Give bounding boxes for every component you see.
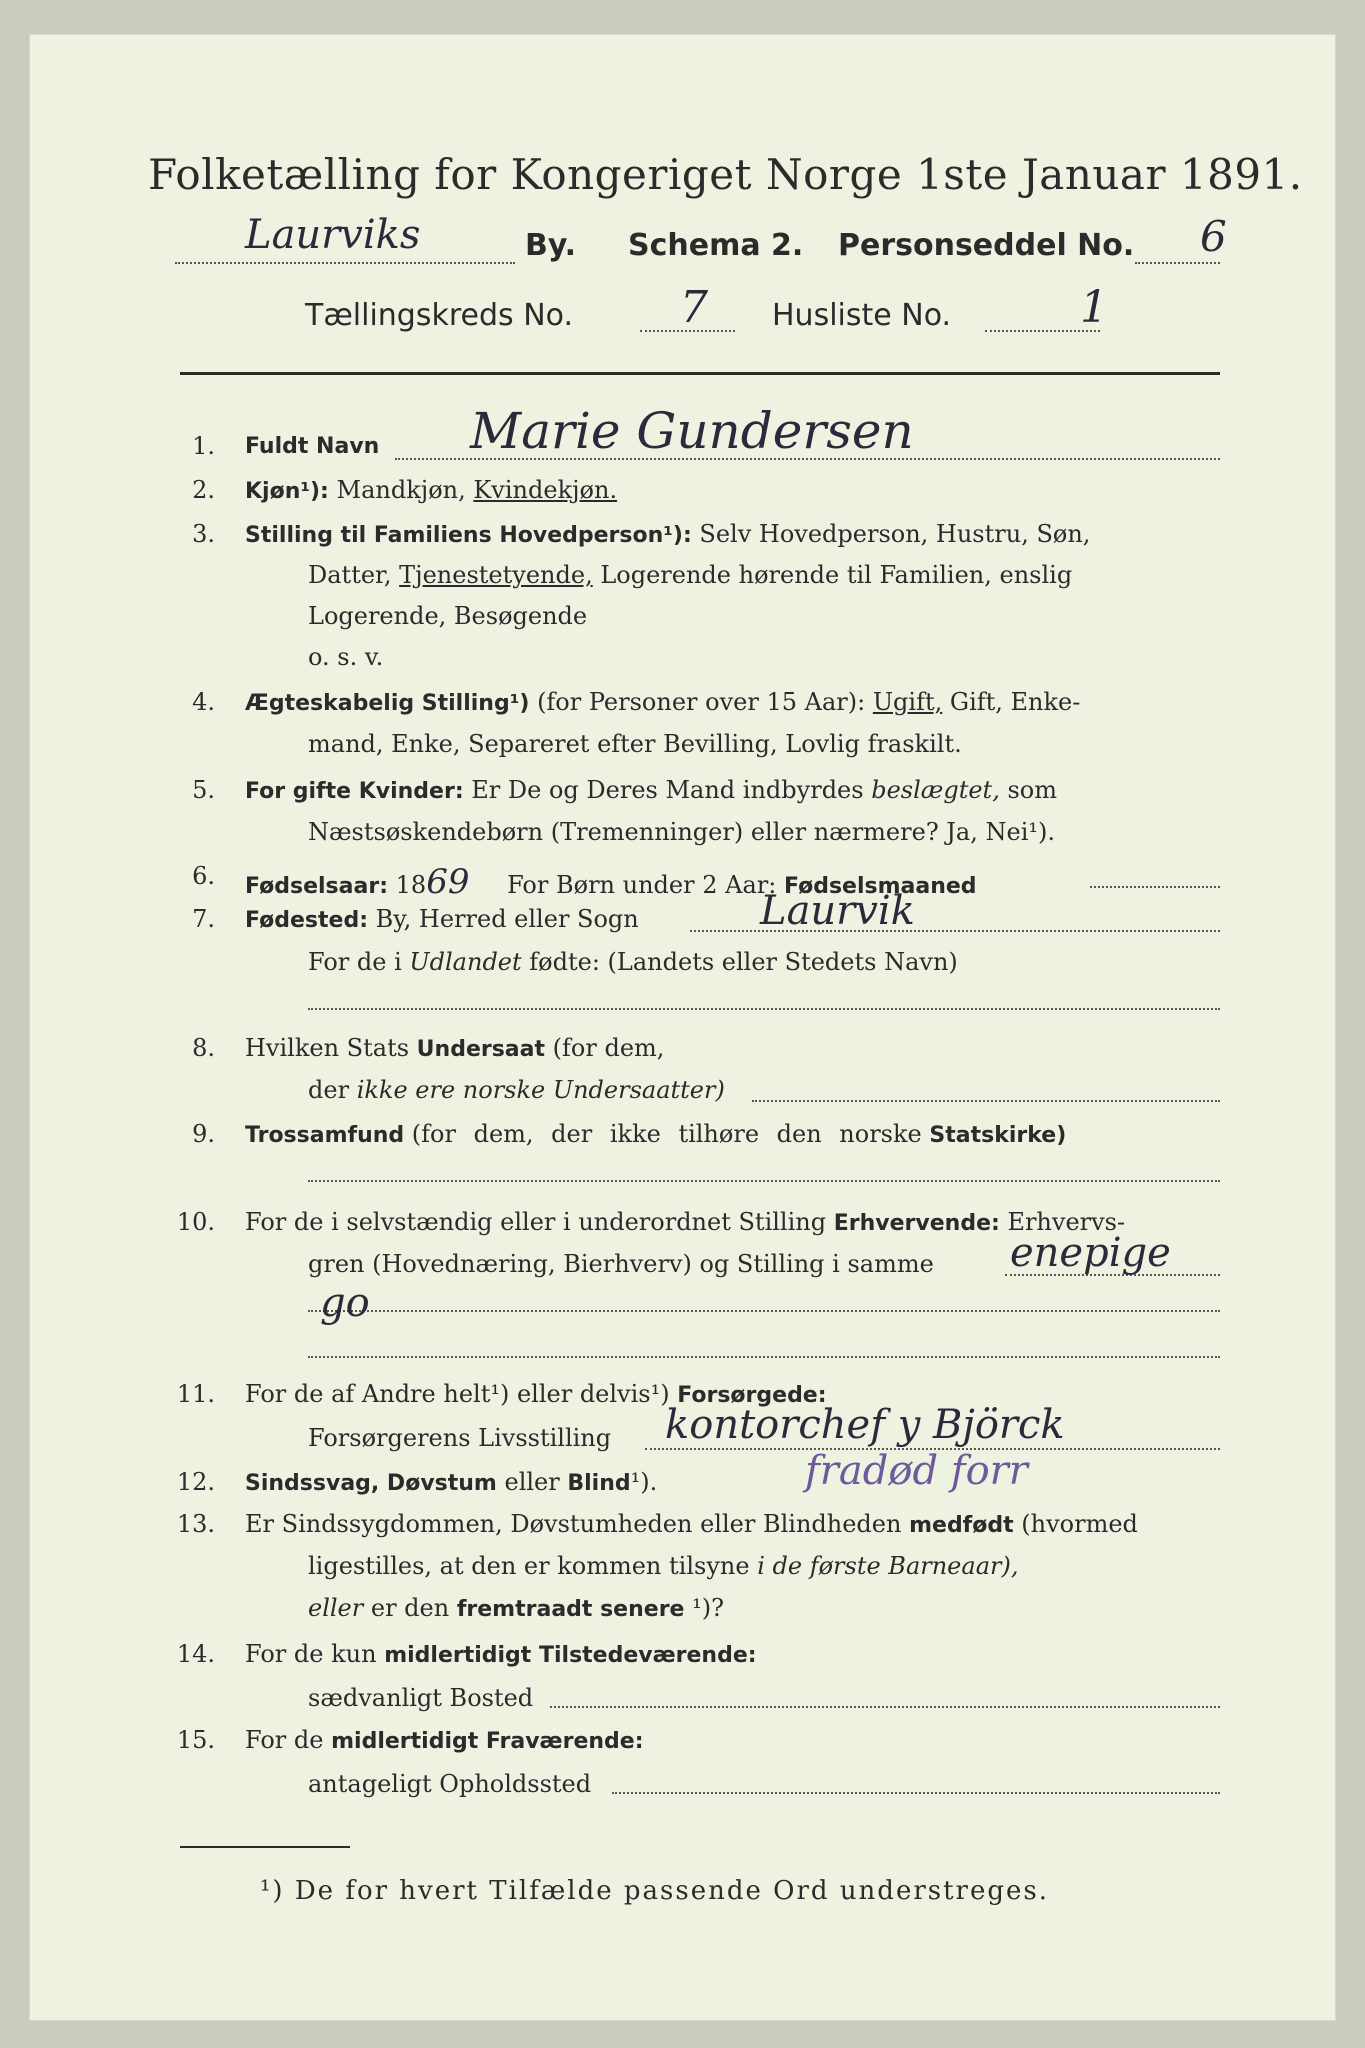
tilstede-text-a: For de kun [245, 1640, 377, 1668]
fodselsmaaned-dotline [1090, 886, 1220, 888]
item-number: 10. [176, 1208, 215, 1236]
trossamfund-dotline [308, 1180, 1220, 1182]
fodselsaar-text: For Børn under 2 Aar: [507, 871, 777, 899]
label-trossamfund: Trossamfund [245, 1123, 405, 1148]
udlandet-dotline [308, 1008, 1220, 1010]
forsorgede-text-a: For de af Andre helt¹) eller delvis¹) [245, 1380, 670, 1408]
label-fravaerende: midlertidigt Fraværende: [331, 1729, 644, 1754]
tilstede-dotline [550, 1706, 1220, 1708]
label-kjon: Kjøn¹): [245, 479, 329, 504]
item-number: 6. [192, 862, 215, 890]
fravaerende-dotline [612, 1792, 1220, 1794]
aegteskab-text-b: mand, Enke, Separeret efter Bevilling, Lovlig fraskilt. [308, 730, 962, 758]
kreds-no: 7 [680, 282, 708, 333]
row-stilling-b [308, 561, 1072, 589]
kjon-text: Mandkjøn, [336, 476, 466, 504]
label-medfodt: medfødt [909, 1513, 1014, 1538]
item-number: 12. [176, 1468, 215, 1496]
erhverv-text-end: Erhvervs- [1007, 1208, 1126, 1236]
item-number: 5. [192, 776, 215, 804]
item-number: 1. [192, 432, 215, 460]
label-tilstede: midlertidigt Tilstedeværende: [384, 1643, 757, 1668]
medfodt-text-a: Er Sindssygdommen, Døvstumheden eller Blindheden [245, 1510, 902, 1538]
erhverv-text-b: gren (Hovednæring, Bierhverv) og Stilling i samme [308, 1250, 934, 1278]
row-undersaat [245, 1034, 664, 1062]
forsorgede-text-b: Forsørgerens Livsstilling [308, 1424, 612, 1452]
row-kjon [245, 476, 617, 504]
label-fodselsaar: Fødselsaar: [245, 874, 388, 899]
row-stilling [245, 520, 1090, 548]
undersaat-pre: Hvilken Stats [245, 1034, 410, 1062]
fravaerende-text-a: For de [245, 1726, 324, 1754]
sindssvag-end: ¹). [630, 1468, 658, 1496]
row-medfodt [245, 1510, 1138, 1538]
udlandet-post: fødte: (Landets eller Stedets Navn) [529, 948, 958, 976]
stilling-text-d: o. s. v. [308, 643, 384, 671]
item-number: 8. [192, 1034, 215, 1062]
item-number: 15. [176, 1726, 215, 1754]
stilling-text-a: Selv Hovedperson, Hustru, Søn, [699, 520, 1091, 548]
medfodt-text-c-italic: eller [308, 1594, 364, 1622]
udlandet-italic: Udlandet [409, 948, 522, 976]
stilling-text-b-post: Logerende hørende til Familien, enslig [600, 561, 1073, 589]
medfodt-text-c-end: ¹)? [692, 1594, 724, 1622]
medfodt-text-b: ligestilles, at den er kommen tilsyne [308, 1552, 750, 1580]
label-forsorgede: Forsørgede: [677, 1383, 827, 1408]
row-aegteskab [245, 688, 1080, 716]
personseddel-label: Personseddel No. [838, 228, 1135, 263]
fodselsaar-prefix: 18 [395, 871, 427, 899]
stilling-text-b-pre: Datter, [308, 561, 392, 589]
city-value: Laurviks [245, 212, 421, 258]
row-trossamfund [245, 1120, 1066, 1148]
udlandet-pre: For de i [308, 948, 402, 976]
item-number: 13. [176, 1510, 215, 1538]
undersaat-post: (for dem, [552, 1034, 665, 1062]
label-fodested: Fødested: [245, 908, 368, 933]
item-number: 9. [192, 1120, 215, 1148]
row-undersaat-b [308, 1076, 725, 1104]
label-fuldt-navn: Fuldt Navn [245, 434, 380, 459]
row-erhverv [245, 1208, 1125, 1236]
label-stilling: Stilling til Familiens Hovedperson¹): [245, 523, 692, 548]
gifte-text-italic: beslægtet, [871, 776, 1000, 804]
stilling-text-c: Logerende, Besøgende [308, 602, 588, 630]
row-fravaerende [245, 1726, 644, 1754]
sindssvag-text: eller [504, 1468, 560, 1496]
forsorgede-value: kontorchef y Björck [665, 1402, 1065, 1448]
row-udlandet [308, 948, 958, 976]
kjon-selected: Kvindekjøn. [473, 476, 618, 504]
label-blind: Blind [567, 1471, 631, 1496]
label-sindssvag: Sindssvag, Døvstum [245, 1471, 497, 1496]
tilstede-text-b: sædvanligt Bosted [308, 1684, 534, 1712]
erhverv-value-2: go [320, 1280, 370, 1326]
footnote-rule [180, 1846, 350, 1848]
medfodt-text-end: (hvormed [1021, 1510, 1138, 1538]
undersaat-b-pre: der [308, 1076, 350, 1104]
name-value: Marie Gundersen [470, 402, 914, 460]
fravaerende-text-b: antageligt Opholdssted [308, 1770, 592, 1798]
label-erhvervende: Erhvervende: [833, 1211, 1000, 1236]
footnote: ¹) De for hvert Tilfælde passende Ord understreges. [260, 1876, 1050, 1906]
item-number: 3. [192, 520, 215, 548]
label-undersaat: Undersaat [416, 1037, 546, 1062]
sindssvag-value: fradød forr [805, 1448, 1028, 1494]
item-number: 2. [192, 476, 215, 504]
form-title: Folketælling for Kongeriget Norge 1ste Januar 1891. [148, 150, 1303, 199]
husliste-no: 1 [1080, 282, 1108, 333]
aegteskab-selected: Ugift, [872, 688, 943, 716]
erhverv-text-a: For de i selvstændig eller i underordnet Stilling [245, 1208, 827, 1236]
item-number: 4. [192, 688, 215, 716]
fodested-text: By, Herred eller Sogn [375, 905, 639, 933]
item-number: 11. [176, 1380, 215, 1408]
label-fremtraadt: fremtraadt senere [456, 1597, 685, 1622]
city-dotline [175, 262, 515, 264]
label-aegteskab: Ægteskabelig Stilling¹) [245, 691, 530, 716]
undersaat-b-italic: ikke ere norske Undersaatter) [356, 1076, 725, 1104]
by-label: By. [525, 228, 577, 263]
gifte-text-end: som [1007, 776, 1057, 804]
medfodt-text-c: er den [370, 1594, 450, 1622]
label-statskirke: Statskirke) [929, 1123, 1067, 1148]
erhverv-dotline-3 [308, 1356, 1220, 1358]
gifte-text-b: Næstsøskendebørn (Tremenninger) eller nærmere? Ja, Nei¹). [308, 818, 1055, 846]
schema-label: Schema 2. [628, 228, 804, 263]
row-sindssvag [245, 1468, 657, 1496]
label-fodselsmaaned: Fødselsmaaned [783, 874, 977, 899]
stilling-selected: Tjenestetyende, [399, 561, 593, 589]
row-fodested [245, 905, 639, 933]
header-rule [180, 372, 1220, 375]
personseddel-dotline [1135, 262, 1220, 264]
item-number: 14. [176, 1640, 215, 1668]
undersaat-dotline [752, 1100, 1220, 1102]
husliste-label: Husliste No. [772, 298, 952, 333]
row-medfodt-b [308, 1552, 1018, 1580]
medfodt-text-b-italic: i de første Barneaar), [757, 1552, 1019, 1580]
erhverv-dotline-2 [308, 1310, 1220, 1312]
row-tilstede [245, 1640, 757, 1668]
aegteskab-text-pre: (for Personer over 15 Aar): [537, 688, 866, 716]
row-medfodt-c [308, 1594, 724, 1622]
kreds-label: Tællingskreds No. [305, 298, 573, 333]
row-gifte [245, 776, 1057, 804]
gifte-text-a: Er De og Deres Mand indbyrdes [471, 776, 864, 804]
label-gifte: For gifte Kvinder: [245, 779, 464, 804]
aegteskab-text-post: Gift, Enke- [949, 688, 1081, 716]
fodselsaar-value: 69 [426, 862, 470, 902]
fodested-value: Laurvik [760, 888, 915, 934]
trossamfund-text: (for dem, der ikke tilhøre den norske [411, 1120, 922, 1148]
personseddel-no: 6 [1200, 212, 1227, 261]
erhverv-value: enepige [1010, 1230, 1171, 1276]
item-number: 7. [192, 905, 215, 933]
